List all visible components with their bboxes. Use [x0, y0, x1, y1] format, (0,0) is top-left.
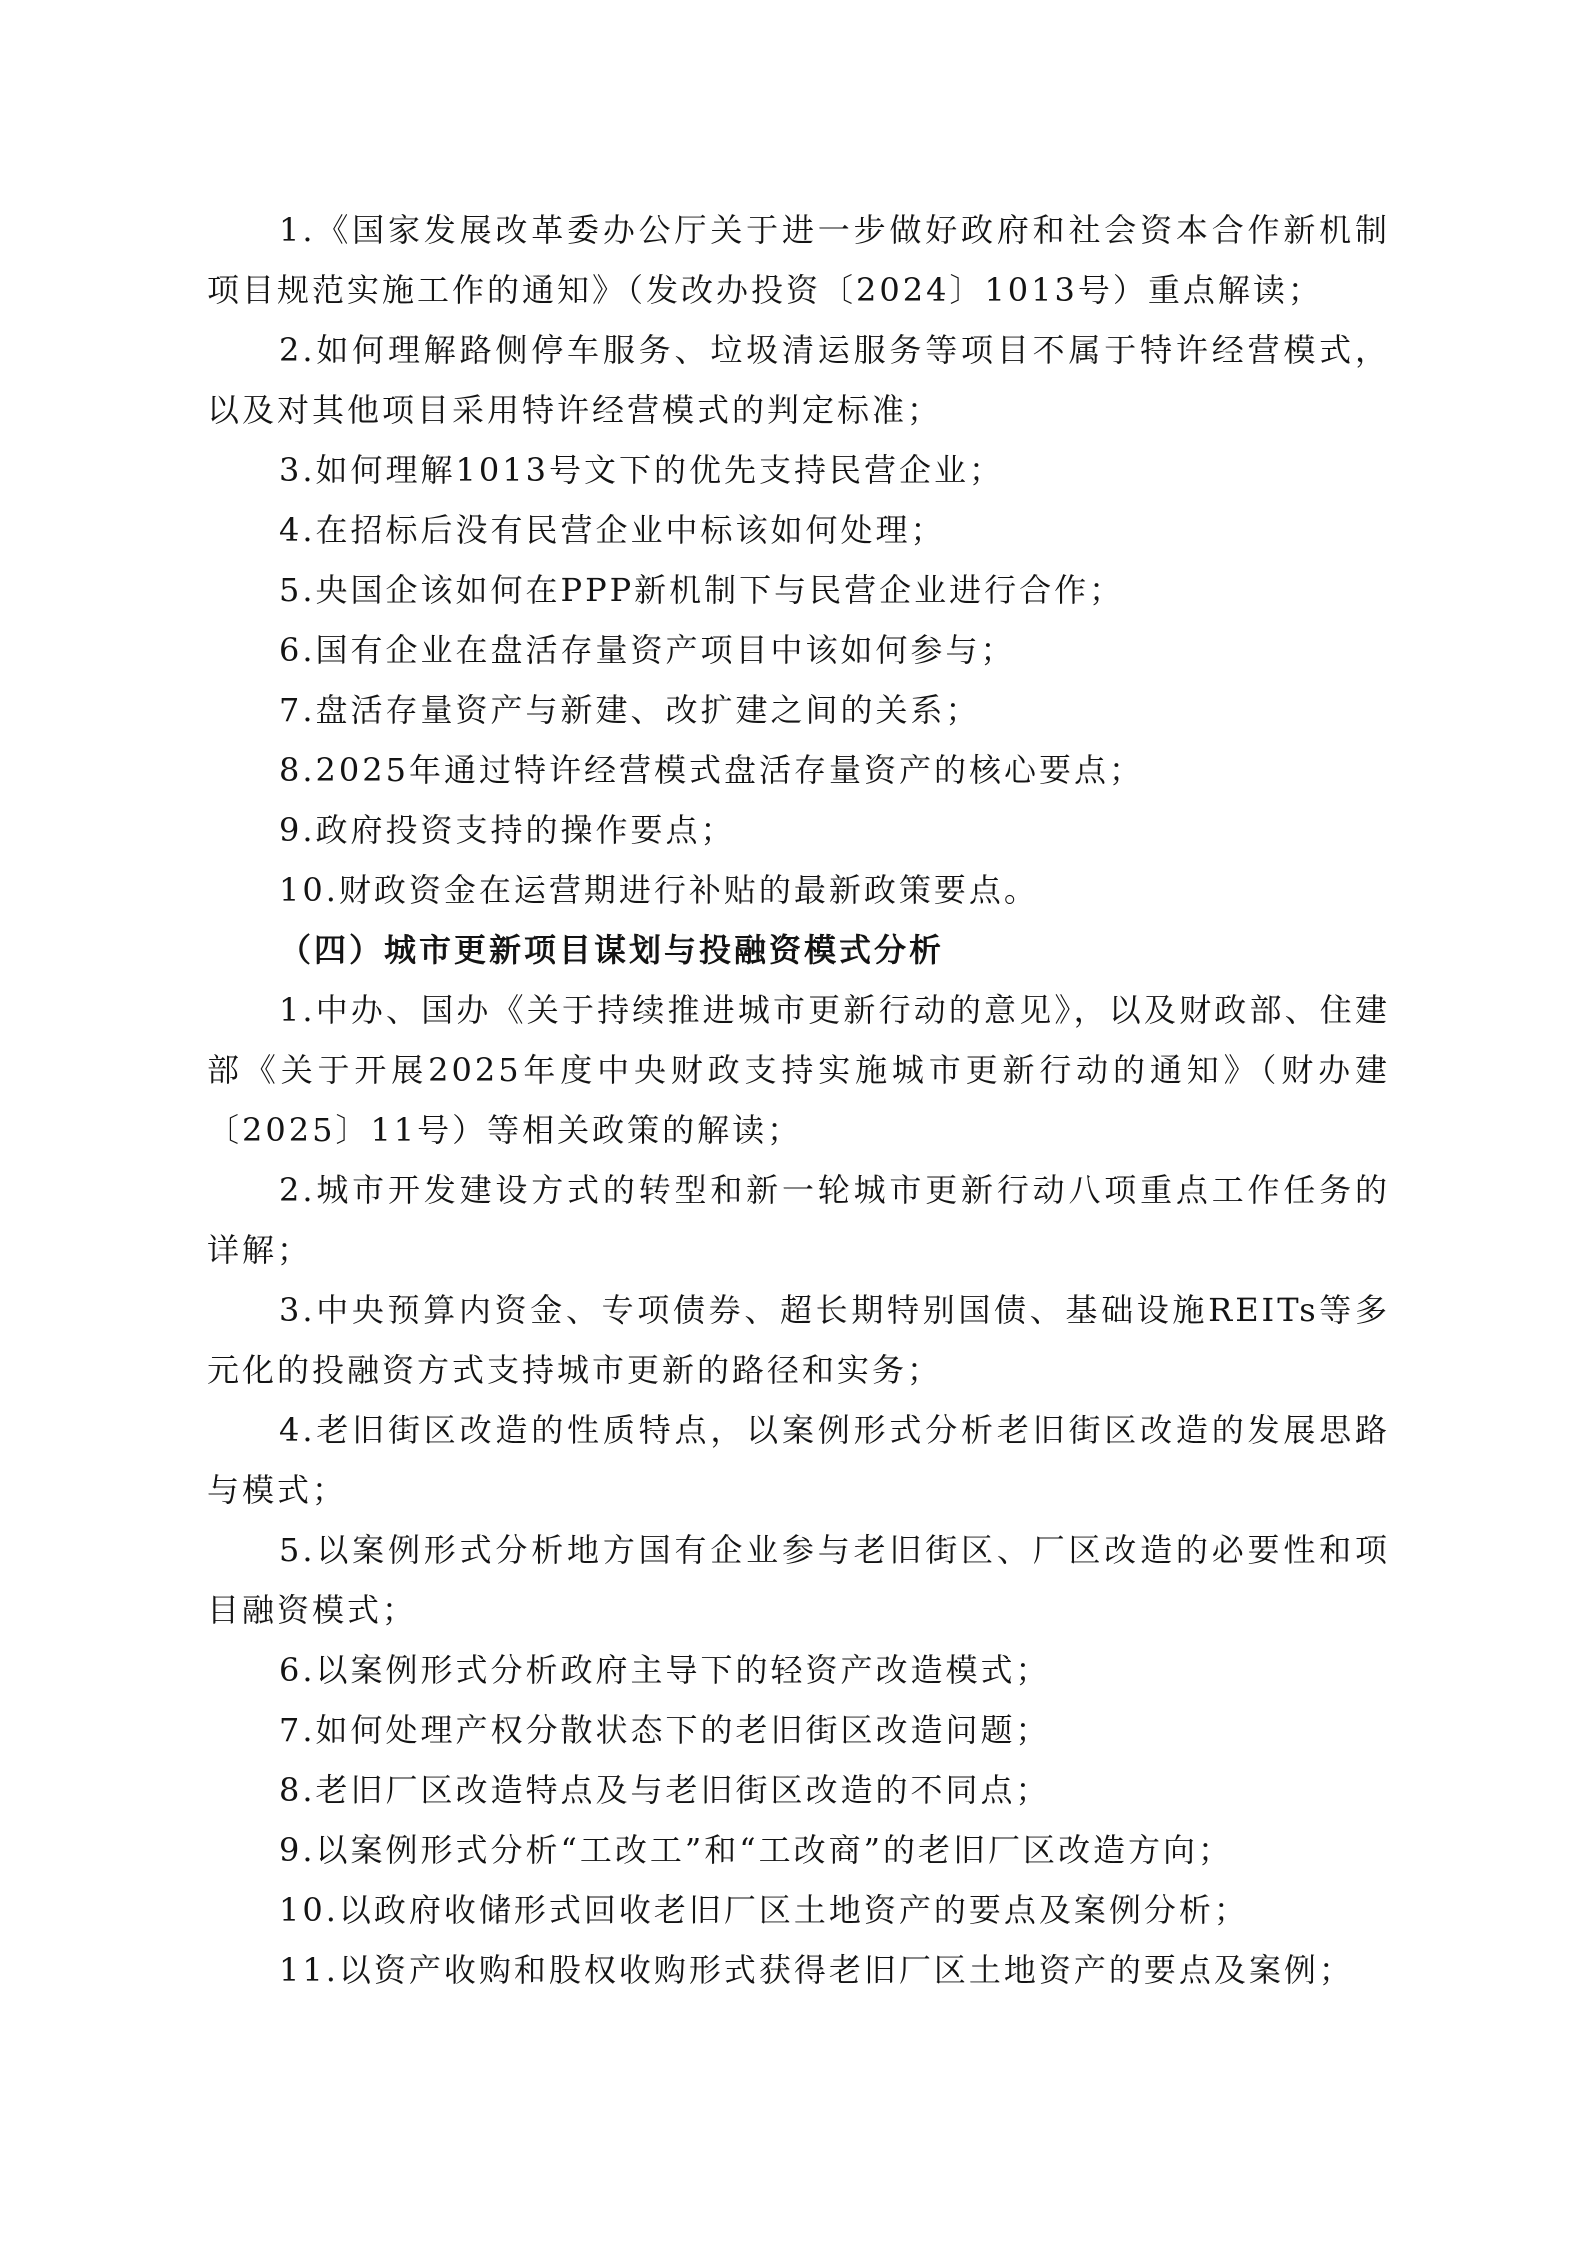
list-item: 6.以案例形式分析政府主导下的轻资产改造模式； [279, 1651, 1051, 1689]
list-item: 8.老旧厂区改造特点及与老旧街区改造的不同点； [279, 1771, 1051, 1809]
list-item: 8.2025年通过特许经营模式盘活存量资产的核心要点； [279, 751, 1144, 789]
document-body [207, 200, 1390, 2000]
list-item: 4.老旧街区改造的性质特点，以案例形式分析老旧街区改造的发展思路与模式； [207, 1411, 1390, 1509]
list-item: 1.《国家发展改革委办公厅关于进一步做好政府和社会资本合作新机制项目规范实施工作的通知》（发改办投资〔2024〕1013号）重点解读； [207, 211, 1390, 309]
list-item: 5.以案例形式分析地方国有企业参与老旧街区、厂区改造的必要性和项目融资模式； [207, 1531, 1390, 1629]
list-item: 4.在招标后没有民营企业中标该如何处理； [279, 511, 946, 549]
list-item: 2.如何理解路侧停车服务、垃圾清运服务等项目不属于特许经营模式，以及对其他项目采用特许经营模式的判定标准； [207, 331, 1390, 429]
list-item: 6.国有企业在盘活存量资产项目中该如何参与； [279, 631, 1016, 669]
list-item: 3.如何理解1013号文下的优先支持民营企业； [279, 451, 1004, 489]
list-item: 3.中央预算内资金、专项债券、超长期特别国债、基础设施REITs等多元化的投融资方式支持城市更新的路径和实务； [207, 1291, 1390, 1389]
list-item: 9.以案例形式分析“工改工”和“工改商”的老旧厂区改造方向； [279, 1831, 1233, 1869]
list-item: 10.财政资金在运营期进行补贴的最新政策要点。 [279, 871, 1039, 909]
list-item: 1.中办、国办《关于持续推进城市更新行动的意见》，以及财政部、住建部《关于开展2025年度中央财政支持实施城市更新行动的通知》（财办建〔2025〕11号）等相关政策的解读； [207, 991, 1390, 1149]
list-item: 7.盘活存量资产与新建、改扩建之间的关系； [279, 691, 981, 729]
section-heading: （四）城市更新项目谋划与投融资模式分析 [279, 931, 945, 969]
list-item: 11.以资产收购和股权收购形式获得老旧厂区土地资产的要点及案例； [279, 1951, 1354, 1989]
list-item: 7.如何处理产权分散状态下的老旧街区改造问题； [279, 1711, 1051, 1749]
list-item: 5.央国企该如何在PPP新机制下与民营企业进行合作； [279, 571, 1125, 609]
list-item: 10.以政府收储形式回收老旧厂区土地资产的要点及案例分析； [279, 1891, 1249, 1929]
list-item: 9.政府投资支持的操作要点； [279, 811, 736, 849]
list-item: 2.城市开发建设方式的转型和新一轮城市更新行动八项重点工作任务的详解； [207, 1171, 1390, 1269]
